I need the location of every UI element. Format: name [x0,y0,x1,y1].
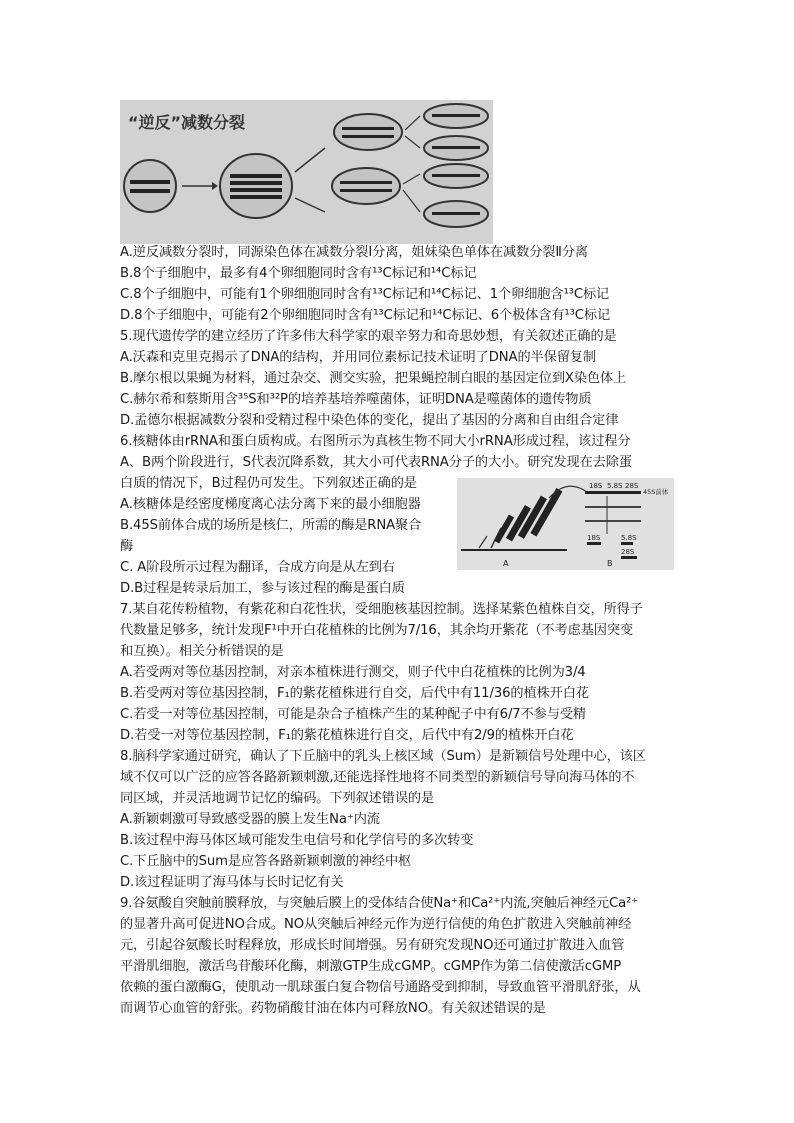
q7-stem: 代数量足够多，统计发现F¹中开白花植株的比例为7/16，其余均开紫花（不考虑基因突变 [120,623,634,638]
q9-stem: 依赖的蛋白激酶G，使肌动一肌球蛋白复合物信号通路受到抑制，导致血管平滑肌舒张，从 [120,980,641,995]
q7-option-b: B.若受两对等位基因控制，F₁的紫花植株进行自交，后代中有11/36的植株开白花 [120,686,589,701]
label-45s: 45S前体 [643,488,669,496]
label-b: B [607,559,613,568]
arrow [295,148,325,172]
q6-option-a: A.核糖体是经密度梯度离心法分离下来的最小细胞器 [120,497,421,512]
product-18s [587,542,601,545]
chromosome [230,195,282,199]
q9-stem: 而调节心血管的舒张。药物硝酸甘油在体内可释放NO。有关叙述错误的是 [120,1001,546,1016]
q9-stem: 9.谷氨酸自突触前膜释放，与突触后膜上的受体结合使Na⁺和Ca²⁺内流,突触后神经元Ca²⁺ [120,896,639,911]
q8-stem: 域不仅可以广泛的应答各路新颖刺激,还能选择性地将不同类型的新颖信号导向海马体的不 [120,770,635,785]
label-18s-product: 18S [587,534,601,542]
rrna-formation-diagram [457,478,674,570]
q7-option-d: D.若受一对等位基因控制，F₁的紫花植株进行自交，后代中有2/9的植株开白花 [120,728,574,743]
q7-stem: 和互换）。相关分析错误的是 [120,644,284,659]
label-18s: 18S [589,482,603,490]
cell-1 [124,160,176,212]
chromosome [130,180,170,184]
q4-option-b: B.8个子细胞中，最多有4个卵细胞同时含有¹³C标记和¹⁴C标记 [120,266,477,281]
product-58s [621,542,633,545]
chromosome [340,189,392,192]
precursor-45s [585,491,641,494]
chromosome [342,127,394,130]
q8-option-d: D.该过程证明了海马体与长时记忆有关 [120,875,344,890]
product-28s [621,556,637,559]
arrow [403,174,420,184]
q4-option-d: D.8个子细胞中，可能有2个卵细胞同时含有¹³C标记和¹⁴C标记、6个极体含有¹³C标记 [120,308,611,323]
cell-3b [332,168,400,204]
chromosome [230,188,282,192]
label-a: A [503,559,509,568]
chromosome [340,181,392,184]
chromosome [230,181,282,185]
q6-stem: 6.核糖体由rRNA和蛋白质构成。右图所示为真核生物不同大小rRNA形成过程，该过程分 [120,434,631,449]
label-58s: 5.8S [607,482,623,490]
chromosome [432,212,480,215]
q6-stem: A、B两个阶段进行，S代表沉降系数，其大小可代表RNA分子的大小。研究发现在去除蛋 [120,455,632,470]
q8-stem: 同区域，并灵活地调节记忆的编码。下列叙述错误的是 [120,791,435,806]
q6-option-b: B.45S前体合成的场所是核仁，所需的酶是RNA聚合 [120,518,422,533]
intermediate [585,506,641,508]
q6-stem: 白质的情况下，B过程仍可发生。下列叙述正确的是 [120,476,417,491]
rrna-formation-figure [457,478,674,570]
arrow [405,136,420,148]
q5-option-b: B.摩尔根以果蝇为材料，通过杂交、测交实验，把果蝇控制白眼的基因定位到X染色体上 [120,371,627,386]
arrow-head [212,182,218,190]
q4-option-c: C.8个子细胞中，可能有1个卵细胞同时含有¹³C标记和¹⁴C标记、1个卵细胞含¹³C标记 [120,287,610,302]
q6-option-c: C. A阶段所示过程为翻译，合成方向是从左到右 [120,560,395,575]
q8-option-a: A.新颖刺激可导致感受器的膜上发生Na⁺内流 [120,812,380,827]
arrow [405,116,420,130]
arrow [295,198,325,212]
q5-stem: 5.现代遗传学的建立经历了许多伟大科学家的艰辛努力和奇思妙想，有关叙述正确的是 [120,329,617,344]
q5-option-d: D.孟德尔根据减数分裂和受精过程中染色体的变化，提出了基因的分离和自由组合定律 [120,413,619,428]
q4-option-a: A.逆反减数分裂时，同源染色体在减数分裂Ⅰ分离，姐妹染色单体在减数分裂Ⅱ分离 [120,245,588,260]
chromosome [342,135,394,138]
intermediate [585,520,641,522]
q6-option-b-cont: 酶 [120,539,134,554]
q7-option-c: C.若受一对等位基因控制，可能是杂合子植株产生的某种配子中有6/7不参与受精 [120,707,587,722]
q9-stem: 元，引起谷氨酸长时程释放，形成长时间增强。另有研究发现NO还可通过扩散进入血管 [120,938,625,953]
q8-option-c: C.下丘脑中的Sum是应答各路新颖刺激的神经中枢 [120,854,412,869]
q9-stem: 平滑肌细胞，激活鸟苷酸环化酶，刺激GTP生成cGMP。cGMP作为第二信使激活cGMP [120,959,622,974]
q9-stem: 的显著升高可促进NO合成。NO从突触后神经元作为逆行信使的角色扩散进入突触前神经 [120,917,632,932]
label-28s: 28S [625,482,639,490]
q8-stem: 8.脑科学家通过研究，确认了下丘脑中的乳头上核区域（Sum）是新颖信号处理中心，该区 [120,749,646,764]
q5-option-c: C.赫尔希和蔡斯用含³⁵S和³²P的培养基培养噬菌体，证明DNA是噬菌体的遗传物质 [120,392,592,407]
label-58s-product: 5.8S [621,534,637,542]
q7-option-a: A.若受两对等位基因控制，对亲本植株进行测交，则子代中白花植株的比例为3/4 [120,665,586,680]
q7-stem: 7.某自花传粉植物，有紫花和白花性状，受细胞核基因控制。选择某紫色植株自交，所得子 [120,602,643,617]
chromosome [432,174,480,177]
cell-3a [334,114,402,150]
arrow [403,190,420,212]
reverse-meiosis-figure [120,100,493,244]
chromosome [130,189,170,193]
chromosome [432,114,480,117]
reverse-meiosis-diagram [120,100,493,244]
label-28s-product: 28S [621,548,635,556]
q5-option-a: A.沃森和克里克揭示了DNA的结构，并用同位素标记技术证明了DNA的半保留复制 [120,350,596,365]
chromosome [230,174,282,178]
q6-option-d: D.B过程是转录后加工，参与该过程的酶是蛋白质 [120,581,405,596]
chromosome [432,146,480,149]
q8-option-b: B.该过程中海马体区域可能发生电信号和化学信号的多次转变 [120,833,474,848]
transcript [479,536,487,548]
figure1-title: “逆反”减数分裂 [128,113,246,132]
cell-2 [220,154,292,218]
